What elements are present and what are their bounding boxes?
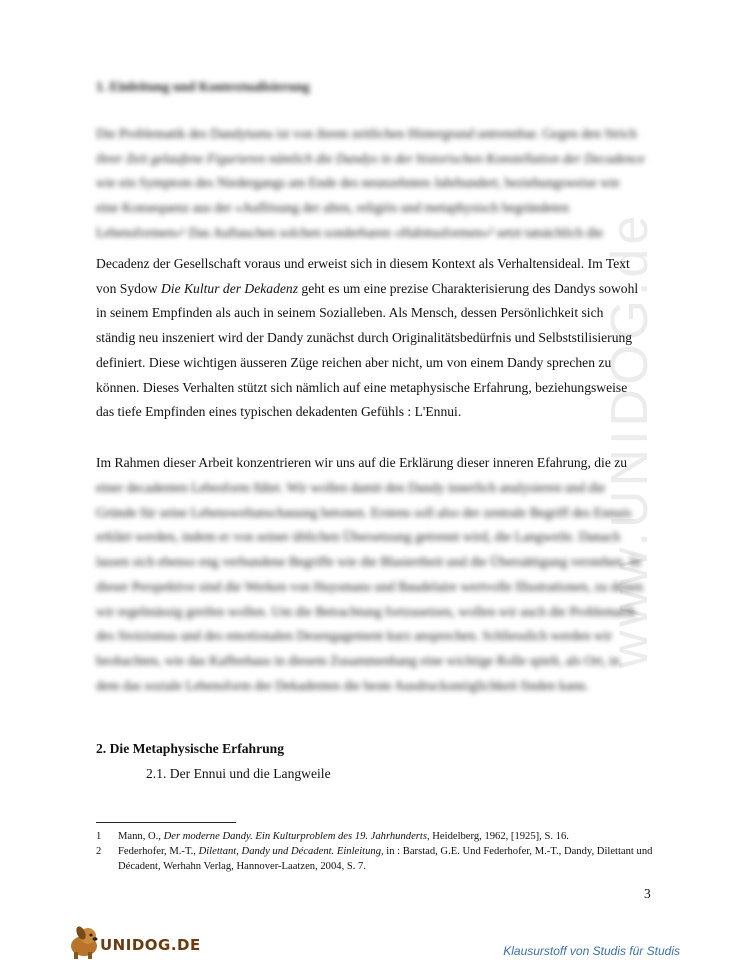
text-line: Gründe für seine Lebensweltanschauung betonen. Erstens soll also der zentrale Begriff des Ennuis <box>96 504 632 520</box>
watermark: www.UNIDOG.de <box>601 211 659 669</box>
section-heading-blurred: 1. Einleitung und Kontextualisierung <box>96 79 310 94</box>
text-line: Lebensformen»¹ Das Auftauchen solchen sonderbaren «Habitusformen»² setzt tatsächlich die <box>96 224 604 240</box>
logo-text: UNIDOG.DE <box>100 936 201 954</box>
text-span: Mann, O., <box>118 831 164 842</box>
paragraph-2-blurred <box>96 476 654 698</box>
footnote-text <box>118 844 656 874</box>
text-line: ihrer Zeit gelaufene Figurieren nämlich die Dandys in der historischen Konstellation der Decadence <box>96 150 645 166</box>
text-line: erklärt werden, indem er von seiner üblichen Übersetzung getrennt wird, die Langweile. Danach <box>96 529 621 545</box>
page-number: 3 <box>644 886 651 901</box>
text-line: das tiefe Empfinden eines typischen dekadenten Gefühls : L'Ennui. <box>96 404 462 420</box>
text-line: Im Rahmen dieser Arbeit konzentrieren wir uns auf die Erklärung dieser inneren Efahrung, die zu <box>96 455 628 470</box>
text-span: Heidelberg, 1962, [1925], S. 16. <box>429 831 569 842</box>
subsection-heading: 2.1. Der Ennui und die Langweile <box>146 766 331 781</box>
paragraph-1 <box>96 252 654 425</box>
text-line: lassen sich ebenso eng verbundene Begriffe wie die Blasiertheit und die Übersättigung verstehen. In <box>96 554 641 570</box>
text-line: Die Problematik des Dandytums ist von ihrem zeitlichen Hintergrund untrennbar. Gegen den Strich <box>96 126 637 141</box>
text-line: können. Dieses Verhalten stützt sich nämlich auf eine metaphysische Erfahrung, beziehungsweise <box>96 379 628 395</box>
tagline: Klausurstoff von Studis für Studis <box>503 944 680 958</box>
text-line: in seinem Empfinden als auch in seinem Sozialleben. Als Mensch, dessen Persönlichkeit sich <box>96 305 604 321</box>
unidog-logo <box>64 922 201 962</box>
dog-icon <box>64 922 104 962</box>
paragraph-1-blurred <box>96 122 654 246</box>
paragraph-2 <box>96 451 654 476</box>
text-line: dem das soziale Lebensform der Dekadenten die beste Ausdrucksmöglichkeit finden kann. <box>96 677 589 693</box>
text-span: Federhofer, M.-T., <box>118 846 199 857</box>
text-line: wir regelmässig greifen wollen. Um die Betrachtung fortzusetzen, wollen wir auch die Problematik <box>96 603 636 619</box>
text-line <box>96 277 654 302</box>
text-line: Decadenz der Gesellschaft voraus und erweist sich in diesem Kontext als Verhaltensideal. Im Text <box>96 256 630 271</box>
footnote-text <box>118 829 656 844</box>
footnote-divider <box>96 822 236 823</box>
text-line: wie ein Symptom des Niedergangs am Ende des neunzehnten Jahrhundert, beziehungsweise wie <box>96 175 620 191</box>
citation-title: Der moderne Dandy. Ein Kulturproblem des 19. Jahrhunderts, <box>163 831 430 842</box>
footnotes <box>96 829 656 874</box>
footnote <box>96 829 656 844</box>
text-line: des Stoizismus und des emotionalen Desengagement kurz ansprechen. Schliesslich werden wir <box>96 628 613 644</box>
section-heading: 2. Die Metaphysische Erfahrung <box>96 741 285 756</box>
text-line: eine Konsequenz aus der «Auflösung der alten, religiös und metaphysisch begründeten <box>96 200 570 216</box>
footnote <box>96 844 656 874</box>
text-line: einer decadenten Lebesform führt. Wir wollen damit den Dandy innerlich analysieren und die <box>96 480 606 495</box>
citation-title: Dilettant, Dandy und Décadent. Einleitung, <box>198 846 384 857</box>
text-line: dieser Perspektive sind die Werken von Huysmans und Baudelaire wertvolle Illustrationen, zu denen <box>96 578 644 594</box>
book-title: Die Kultur der Dekadenz <box>160 280 299 296</box>
text-span: von Sydow <box>96 280 161 296</box>
text-line: definiert. Diese wichtigen äusseren Züge reichen aber nicht, um von einem Dandy sprechen zu <box>96 354 612 370</box>
text-line: ständig neu inszeniert wird der Dandy zunächst durch Originalitätsbedürfnis und Selbststilisierung <box>96 330 633 346</box>
text-line: beobachten, wie das Kaffeehaus in diesem Zusammenhang eine wichtige Rolle spielt, als Ort, in <box>96 652 620 668</box>
text-span: in : Barstad, G.E. Und Federhofer, M.-T., Dandy, Dilettant und Décadent, Werhahn Verlag, Hannover-Laatzen, 2004, S. 7. <box>118 846 653 872</box>
text-span: geht es um eine prezise Charakterisierung des Dandys sowohl <box>298 280 639 296</box>
footnote-number: 2 <box>96 846 102 857</box>
footnote-number: 1 <box>96 831 102 842</box>
